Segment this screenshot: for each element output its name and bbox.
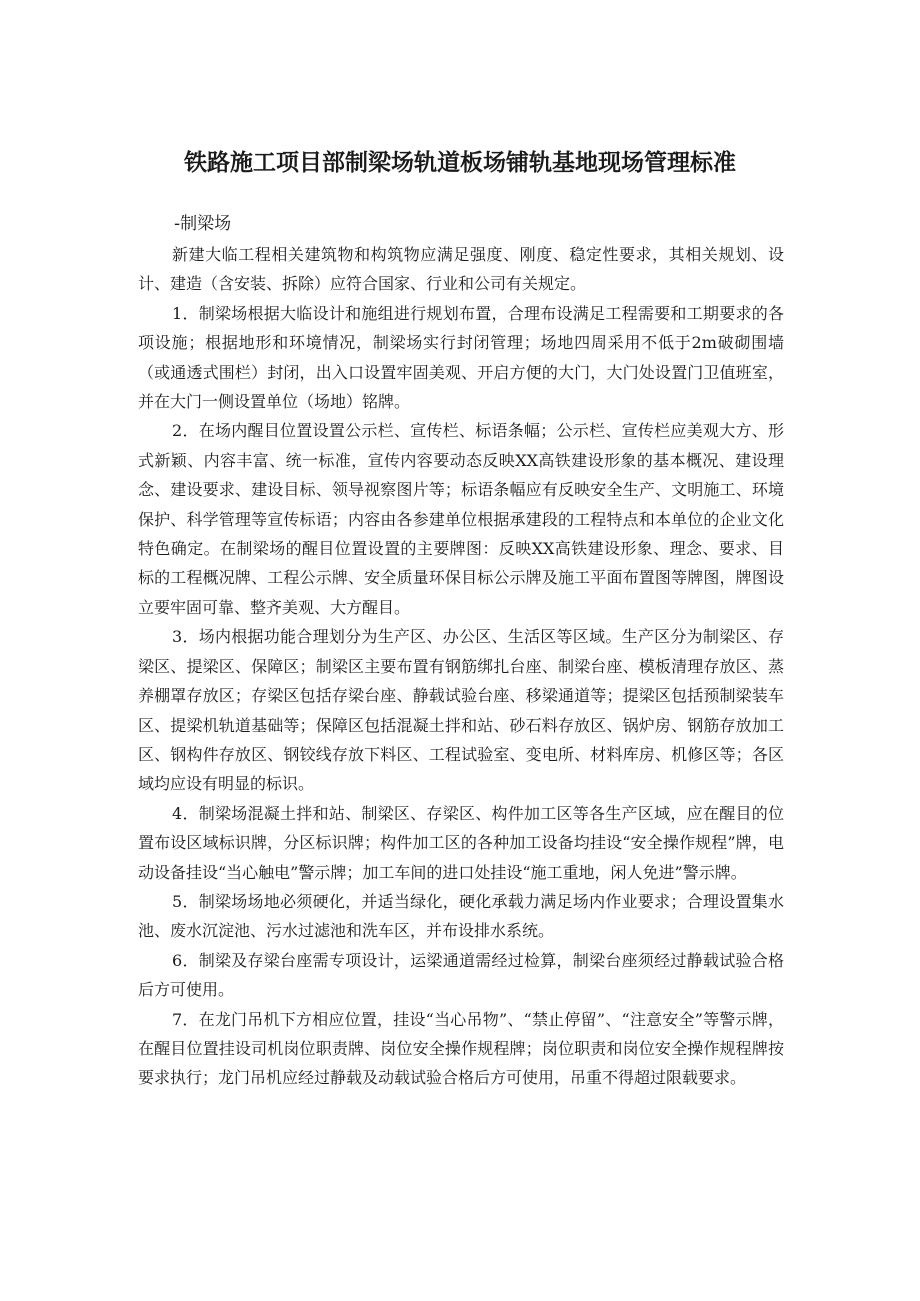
paragraph-item-1: 1．制梁场根据大临设计和施组进行规划布置，合理布设满足工程需要和工期要求的各项设施；根据地形和环境情况，制梁场实行封闭管理；场地四周采用不低于2m破砌围墙（或通透式围栏）封闭，出入口设置牢固美观、开启方便的大门，大门处设置门卫值班室，并在大门一侧设置单位（场地）铭牌。: [138, 303, 784, 412]
paragraph-item-7: 7．在龙门吊机下方相应位置，挂设“当心吊物”、“禁止停留”、“注意安全”等警示牌，在醒目位置挂设司机岗位职责牌、岗位安全操作规程牌；岗位职责和岗位安全操作规程牌按要求执行；龙门吊机应经过静载及动载试验合格后方可使用，吊重不得超过限载要求。: [138, 1009, 784, 1088]
paragraph-item-2: 2．在场内醒目位置设置公示栏、宣传栏、标语条幅；公示栏、宣传栏应美观大方、形式新颖、内容丰富、统一标准，宣传内容要动态反映XX高铁建设形象的基本概况、建设理念、建设要求、建设目标、领导视察图片等；标语条幅应有反映安全生产、文明施工、环境保护、科学管理等宣传标语；内容由各参建单位根据承建段的工程特点和本单位的企业文化特色确定。在制梁场的醒目位置设置的主要牌图：反映XX高铁建设形象、理念、要求、目标的工程概况牌、工程公示牌、安全质量环保目标公示牌及施工平面布置图等牌图，牌图设立要牢固可靠、整齐美观、大方醒目。: [138, 421, 784, 617]
paragraph-item-4: 4．制梁场混凝土拌和站、制梁区、存梁区、构件加工区等各生产区域，应在醒目的位置布设区域标识牌，分区标识牌；构件加工区的各种加工设备均挂设“安全操作规程”牌，电动设备挂设“当心触电”警示牌；加工车间的进口处挂设“施工重地，闲人免进”警示牌。: [138, 803, 784, 882]
paragraph-intro: 新建大临工程相关建筑物和构筑物应满足强度、刚度、稳定性要求，其相关规划、设计、建造（含安装、拆除）应符合国家、行业和公司有关规定。: [138, 245, 784, 294]
document-title: 铁路施工项目部制梁场轨道板场铺轨基地现场管理标准: [184, 150, 736, 176]
paragraph-item-6: 6．制梁及存梁台座需专项设计，运梁通道需经过检算，制梁台座须经过静载试验合格后方可使用。: [138, 950, 784, 1000]
document-body: [138, 240, 784, 1093]
paragraph-item-3: 3．场内根据功能合理划分为生产区、办公区、生活区等区域。生产区分为制梁区、存梁区、提梁区、保障区；制梁区主要布置有钢筋绑扎台座、制梁台座、模板清理存放区、蒸养棚罩存放区；存梁区包括存梁台座、静载试验台座、移梁通道等；提梁区包括预制梁装车区、提梁机轨道基础等；保障区包括混凝土拌和站、砂石料存放区、锅炉房、钢筋存放加工区、钢构件存放区、钢铰线存放下料区、工程试验室、变电所、材料库房、机修区等；各区域均应设有明显的标识。: [138, 627, 784, 794]
section-heading: -制梁场: [174, 214, 232, 234]
paragraph-item-5: 5．制梁场场地必须硬化，并适当绿化，硬化承载力满足场内作业要求；合理设置集水池、废水沉淀池、污水过滤池和洗车区，并布设排水系统。: [138, 891, 784, 941]
